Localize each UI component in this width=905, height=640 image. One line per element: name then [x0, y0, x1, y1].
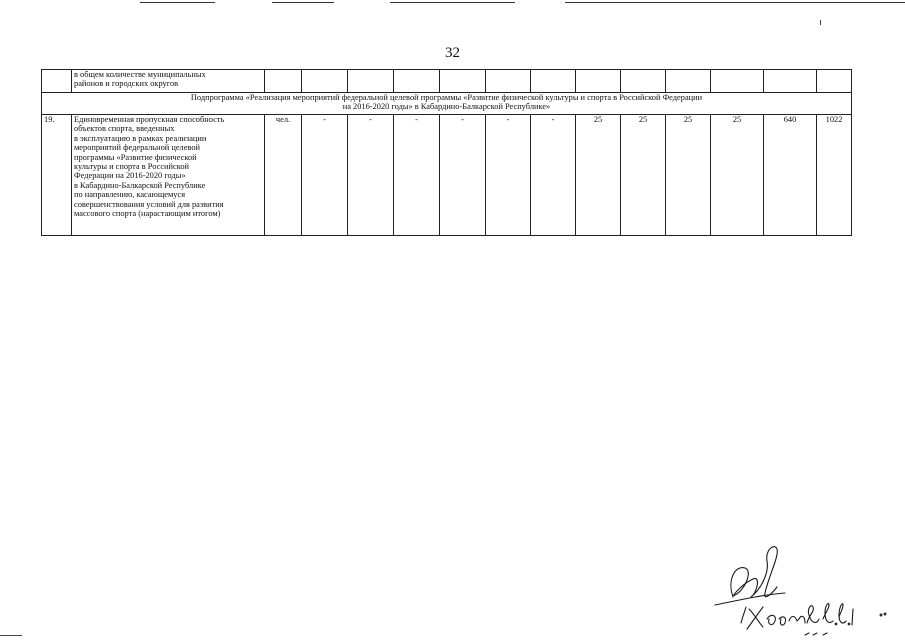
- cell-value: [440, 70, 486, 93]
- cell-value: [531, 70, 576, 93]
- value-cell: 640: [764, 115, 817, 236]
- page-number: 32: [445, 45, 460, 61]
- left-edge-mark: [0, 635, 22, 636]
- value-cell: -: [531, 115, 576, 236]
- value-cell: -: [302, 115, 348, 236]
- handwritten-signature: [705, 535, 895, 640]
- top-rule-2: [272, 2, 334, 3]
- name-line: культуры и спорта в Российской: [74, 162, 190, 172]
- row-number: 19.: [42, 115, 72, 236]
- value-cell: -: [348, 115, 394, 236]
- value-cell: 25: [711, 115, 764, 236]
- name-line: по направлению, касающемуся: [74, 190, 186, 200]
- name-line: совершенствования условий для развития: [74, 199, 224, 209]
- value-cell: -: [486, 115, 531, 236]
- top-rule-4: [565, 2, 905, 3]
- subprogram-heading: [42, 93, 852, 115]
- cell-value: [711, 70, 764, 93]
- name-line: в общем количестве муниципальных: [74, 70, 206, 79]
- name-line: программы «Развитие физической: [74, 152, 197, 162]
- table-row-19: [42, 115, 852, 236]
- subprogram-row: [42, 93, 852, 115]
- cell-value: [817, 70, 852, 93]
- cell-value: [764, 70, 817, 93]
- cell-value: [621, 70, 666, 93]
- indicator-name: [72, 115, 265, 236]
- cell-value: [348, 70, 394, 93]
- indicators-table: [41, 69, 852, 236]
- cell-name: [72, 70, 265, 93]
- table-row-previous: [42, 70, 852, 93]
- value-cell: -: [394, 115, 440, 236]
- name-line: районов и городских округов: [74, 79, 179, 89]
- value-cell: 25: [576, 115, 621, 236]
- subprogram-line: на 2016-2020 годы» в Кабардино-Балкарской Республике»: [342, 102, 551, 112]
- name-line: в Кабардино-Балкарской Республике: [74, 180, 206, 190]
- value-cell: 1022: [817, 115, 852, 236]
- top-rule-1: [140, 2, 215, 3]
- cell-value: [302, 70, 348, 93]
- name-line: Федерации на 2016-2020 годы»: [74, 171, 186, 181]
- cell-value: [394, 70, 440, 93]
- value-cell: 25: [666, 115, 711, 236]
- cell-value: [576, 70, 621, 93]
- name-line: массового спорта (нарастающим итогом): [74, 209, 221, 219]
- top-rule-3: [390, 2, 515, 3]
- cell-value: [666, 70, 711, 93]
- name-line: объектов спорта, введенных: [74, 124, 175, 134]
- unit-cell: чел.: [265, 115, 302, 236]
- right-edge-mark: [820, 20, 821, 25]
- name-line: мероприятий федеральной целевой: [74, 143, 201, 153]
- value-cell: -: [440, 115, 486, 236]
- cell-unit: [265, 70, 302, 93]
- name-line: в эксплуатацию в рамках реализации: [74, 133, 207, 143]
- cell-value: [486, 70, 531, 93]
- name-line: Единовременная пропускная способность: [74, 115, 225, 124]
- subprogram-line: Подпрограмма «Реализация мероприятий федеральной целевой программы «Развитие физической культуры и спорта в Российской Федерации: [190, 93, 703, 102]
- cell-num: [42, 70, 72, 93]
- value-cell: 25: [621, 115, 666, 236]
